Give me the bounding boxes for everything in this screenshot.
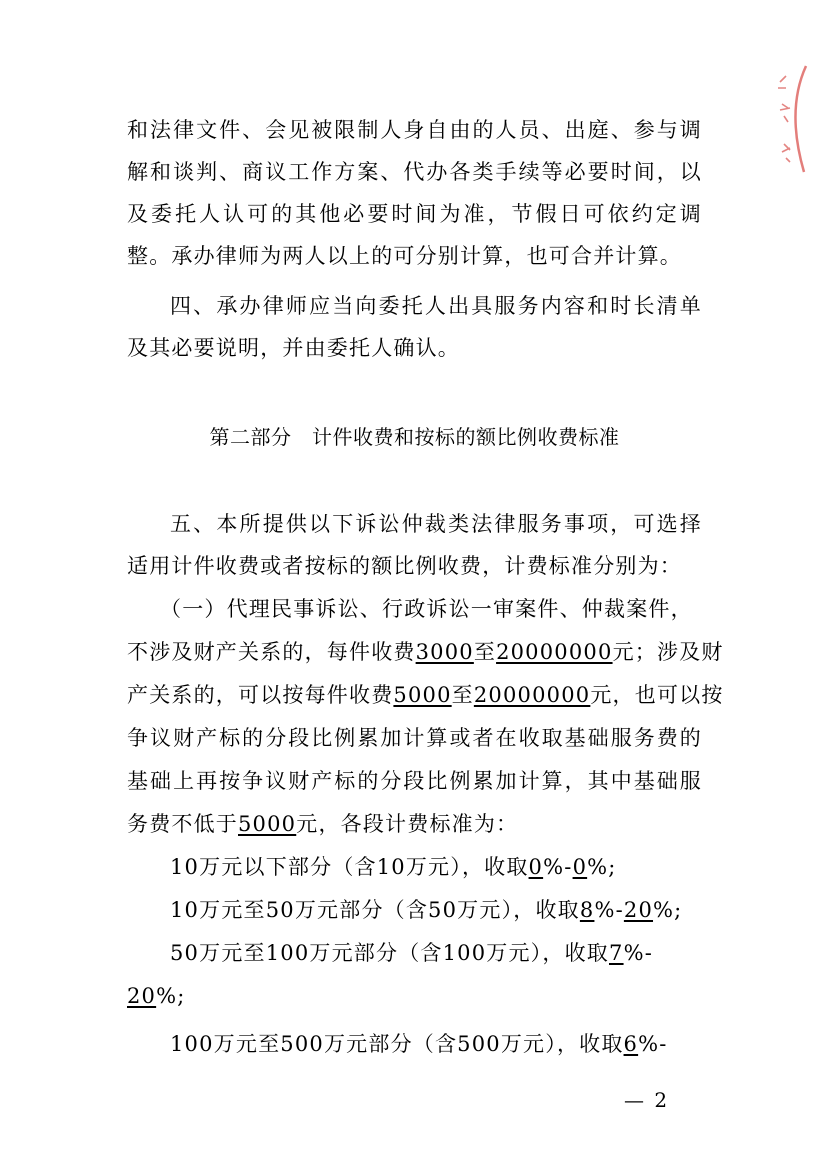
fee-min-value: 5000 (393, 683, 452, 707)
tier-line (127, 981, 702, 1011)
tier-text: 50万元至100万元部分（含100万元），收取 (170, 941, 609, 965)
tier-rate-min: 8 (579, 898, 595, 922)
item-four-line: 四、承办律师应当向委托人出具服务内容和时长清单 (170, 294, 702, 318)
tier-rate-min: 7 (609, 941, 624, 965)
sub-item-one-line (127, 637, 724, 667)
tier-text: %- (638, 1032, 668, 1056)
seal-mark (780, 104, 790, 122)
fee-text: 不涉及财产关系的，每件收费 (127, 640, 416, 664)
sub-item-one-line (127, 680, 724, 710)
item-five-line: 五、本所提供以下诉讼仲裁类法律服务事项，可选择 (170, 512, 702, 536)
tier-text: 100万元至500万元部分（含500万元），收取 (170, 1032, 624, 1056)
sub-item-one-line: 争议财产标的分段比例累加计算或者在收取基础服务费的 (127, 726, 702, 750)
tier-line (170, 938, 702, 968)
fee-text: 务费不低于 (127, 812, 238, 836)
sub-item-one-heading: （一）代理民事诉讼、行政诉讼一审案件、仲裁案件， (160, 597, 693, 621)
seal-mark (782, 144, 790, 162)
sub-item-one-line: 基础上再按争议财产标的分段比例累加计算，其中基础服 (127, 769, 702, 793)
paragraph-line: 解和谈判、商议工作方案、代办各类手续等必要时间，以 (127, 160, 702, 184)
fee-text: 至 (473, 640, 497, 664)
paragraph-line: 及委托人认可的其他必要时间为准，节假日可依约定调 (127, 202, 702, 226)
fee-text: 元，各段计费标准为： (296, 812, 519, 836)
item-four-line: 及其必要说明，并由委托人确认。 (127, 336, 460, 360)
item-five-line: 适用计件收费或者按标的额比例收费，计费标准分别为： (127, 554, 682, 578)
page-number: — 2 (624, 1088, 670, 1112)
paragraph-line: 整。承办律师为两人以上的可分别计算，也可合并计算。 (127, 244, 682, 268)
tier-text: %; (587, 855, 617, 879)
tier-line (170, 852, 702, 882)
tier-rate-max: 20 (623, 898, 654, 922)
tier-text: 10万元以下部分（含10万元），收取 (170, 855, 529, 879)
tier-line (170, 1029, 702, 1059)
fee-max-value: 20000000 (473, 683, 591, 707)
base-fee-value: 5000 (238, 812, 297, 836)
tier-text: %; (156, 984, 186, 1008)
seal-mark (778, 76, 786, 88)
paragraph-line: 和法律文件、会见被限制人身自由的人员、出庭、参与调 (127, 118, 702, 142)
tier-text: %- (594, 898, 624, 922)
tier-rate-max: 20 (127, 984, 157, 1008)
fee-min-value: 3000 (415, 640, 474, 664)
fee-text: 至 (451, 683, 474, 707)
tier-rate-max: 0 (572, 855, 588, 879)
section-heading: 第二部分 计件收费和按标的额比例收费标准 (209, 425, 620, 449)
sub-item-one-line (127, 809, 702, 839)
tier-text: %; (653, 898, 683, 922)
fee-text: 产关系的，可以按每件收费 (127, 683, 394, 707)
tier-text: %- (623, 941, 654, 965)
tier-line (170, 895, 702, 925)
fee-max-value: 20000000 (496, 640, 613, 664)
tier-text: %- (543, 855, 573, 879)
tier-text: 10万元至50万元部分（含50万元），收取 (170, 898, 580, 922)
seal-stamp-icon (766, 60, 827, 180)
fee-text: 元，也可以按 (590, 683, 724, 707)
tier-rate-min: 6 (623, 1032, 639, 1056)
fee-text: 元；涉及财 (612, 640, 724, 664)
tier-rate-min: 0 (528, 855, 544, 879)
seal-arc (795, 66, 806, 172)
